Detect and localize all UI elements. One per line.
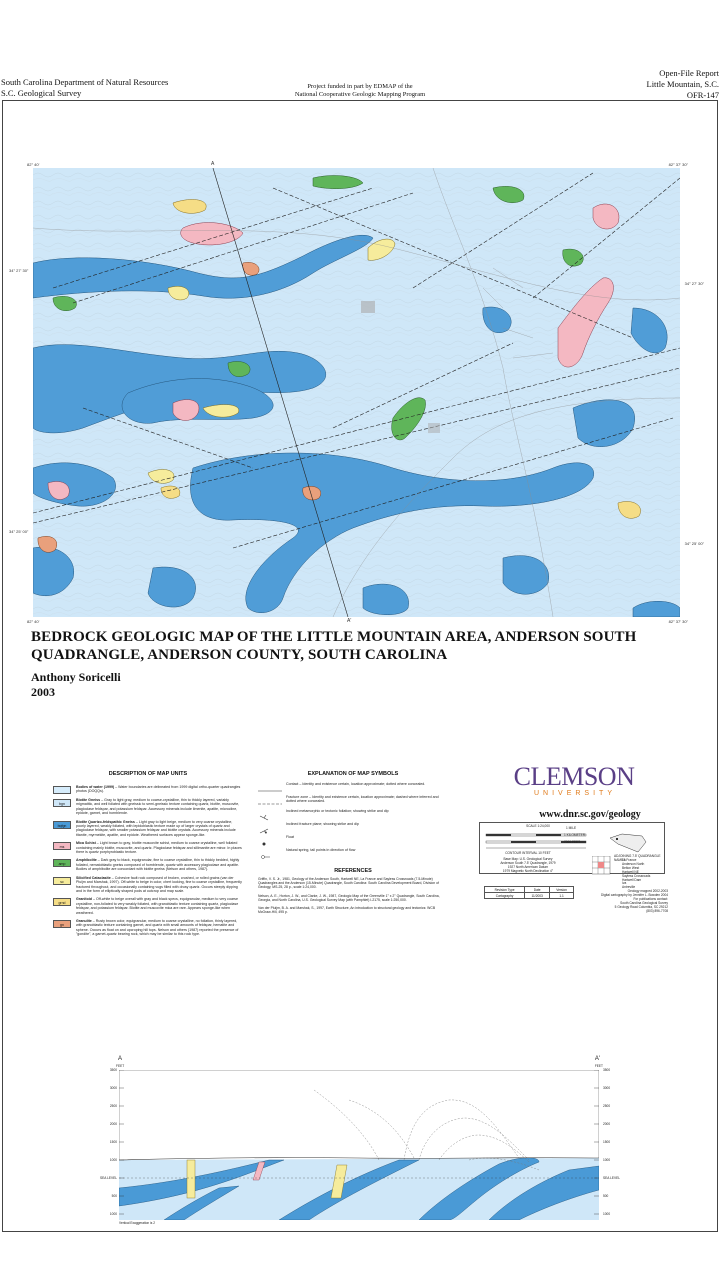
scale-feet: 7000 FEET bbox=[564, 840, 581, 844]
fracture-zone-line-icon bbox=[258, 795, 282, 803]
urban-area bbox=[361, 301, 375, 313]
elevation-label: 2000 bbox=[603, 1122, 611, 1126]
legend-unit-quartzo-feldspathic-gneiss bbox=[53, 820, 243, 838]
fracture-plane-icon bbox=[258, 822, 282, 830]
clemson-logo: CLEMSON bbox=[513, 762, 635, 791]
map-symbols-legend bbox=[258, 782, 448, 861]
legend-swatch bbox=[53, 786, 71, 794]
section-right-label: A' bbox=[594, 1056, 600, 1062]
section-label-a-prime: A' bbox=[347, 618, 352, 624]
legend-unit-granitoid bbox=[53, 897, 243, 915]
report-number: OFR-147 bbox=[686, 90, 719, 100]
elevation-labels-right bbox=[603, 1069, 627, 1223]
symbol-spring bbox=[258, 848, 448, 856]
publication-year: 2003 bbox=[31, 685, 55, 699]
symbol-description: Inclined fracture plane; showing strike and dip bbox=[286, 821, 359, 826]
unit-name: Biotite Quartzo-feldspathic Gneiss bbox=[76, 819, 135, 824]
feet-label-right: FEET bbox=[594, 1064, 603, 1068]
agency-name: South Carolina Department of Natural Resources bbox=[1, 77, 169, 87]
elevation-label: 3000 bbox=[109, 1086, 117, 1090]
contact-line-icon bbox=[258, 782, 282, 790]
adjoining-quads-heading: ADJOINING 7.5' QUADRANGLE NAMES bbox=[614, 854, 661, 862]
symbol-description: Float bbox=[286, 834, 294, 839]
header-center bbox=[260, 83, 460, 99]
unit-name: Granitoid bbox=[76, 897, 92, 902]
urban-area bbox=[428, 423, 440, 433]
unit-description: – Off-white to beige overall with gray and black specs, equigranular, medium to very coarse crystalline, non-foliated to very weakly foliated, with granoblastic texture containing quartz, plagioclase feldspar, and potassium feldspar. Biotite and muscovite mica are rare. Appears sponge-like when weathered. bbox=[76, 897, 239, 915]
scale-title: SCALE 1:24,000 bbox=[526, 824, 550, 828]
table-cell: Cartography bbox=[485, 893, 525, 899]
lat-mid-right: 34° 27' 30" bbox=[684, 281, 704, 286]
symbol-fracture-zone bbox=[258, 795, 448, 804]
quad-name: Iva bbox=[622, 881, 627, 886]
table-header: Date bbox=[525, 887, 550, 893]
reference-item: Van der Pluijm, B. A. and Marshak, S., 1997, Earth Structure, An introduction to structural geology and tectonics: WCB McGraw-Hill, 495 p. bbox=[258, 906, 436, 915]
unit-description: – Dark gray to black, equigranular, fine to coarse crystalline, thin to thickly bedded, highly foliated, nematoblastic gneiss composed of hornblende, quartz with accessory plagioclase and apatite. Bodies of amphibolite are concordant with biotite gneiss (Nelson and others, 1987). bbox=[76, 858, 240, 872]
description-heading: DESCRIPTION OF MAP UNITS bbox=[108, 771, 188, 777]
elevation-label: 1000 bbox=[109, 1158, 117, 1162]
table-cell: 11/2003 bbox=[525, 893, 550, 899]
lat-mid-left: 34° 27' 30" bbox=[9, 268, 29, 273]
legend-swatch: sc bbox=[53, 877, 71, 885]
unit-name: Amphibolite bbox=[76, 858, 97, 863]
cross-section-diagram bbox=[119, 1070, 599, 1220]
corner-ne: 82° 37' 30" bbox=[668, 162, 688, 167]
credit-line: Digital cartography by Jennifer L. Bowden 2004 bbox=[601, 892, 668, 897]
unit-description: – Light gray to light beige, medium to very coarse crystalline, poorly layered, weakly foliated, with lepidoblastic texture made up of larger crystals of quartz and plagioclase feldspar, with smaller potassium feldspar and biotite crystals. Accessory minerals include titanite, myrmekite, apatite, and epidote. Weathered surfaces appear sponge-like. bbox=[76, 819, 236, 837]
quad-name: Sayless Crossroads bbox=[622, 873, 651, 878]
contour-interval: CONTOUR INTERVAL 10 FEET bbox=[505, 851, 551, 855]
elevation-label: 3000 bbox=[603, 1086, 611, 1090]
spring-icon bbox=[258, 848, 282, 856]
explanation-heading: EXPLANATION OF MAP SYMBOLS bbox=[307, 771, 399, 777]
unit-name: Silicified Cataclasite bbox=[76, 875, 111, 880]
funding-line-1: Project funded in part by EDMAP of the bbox=[307, 83, 413, 90]
map-title-line-2: QUADRANGLE, ANDERSON COUNTY, SOUTH CAROLINA bbox=[31, 647, 448, 663]
legend-unit-amphibolite bbox=[53, 858, 243, 871]
elevation-label: 1500 bbox=[109, 1140, 117, 1144]
map-title bbox=[31, 628, 701, 664]
section-left-label: A bbox=[118, 1056, 123, 1062]
legend-swatch: amp bbox=[53, 859, 71, 867]
symbol-foliation bbox=[258, 809, 448, 817]
base-map-line-2: Anderson South 7.5' Quadrangle, 1979 bbox=[500, 861, 556, 865]
base-map-line-3: 1927 North American Datum bbox=[507, 865, 549, 869]
scale-miles: 1 MILE bbox=[566, 826, 577, 830]
elevation-label: 1000 bbox=[109, 1212, 117, 1216]
quadrangle-index-grid bbox=[592, 856, 612, 876]
credit-line: Geology mapped 2002-2003 bbox=[627, 889, 668, 893]
reference-item: Nelson, A. E., Horton, J. W., and Clarke, J. W., 1987, Geologic Map of the Greenville 1° x 2° Quadrangle, South Carolina, Georgia, and North Carolina, U.S. Geological Survey Map (with Pamphlet) I-2175, scale 1:250,000. bbox=[258, 893, 440, 902]
quad-name: Antreville bbox=[622, 885, 636, 890]
symbol-contact bbox=[258, 782, 448, 790]
unit-name: Biotite Gneiss bbox=[76, 798, 101, 802]
references-heading: REFERENCES bbox=[334, 868, 372, 874]
funding-line-2: National Cooperative Geologic Mapping Program bbox=[294, 91, 426, 98]
geologic-map-canvas bbox=[33, 168, 680, 617]
base-map-line-4: 1979 Magnetic North Declination 4° bbox=[502, 869, 554, 873]
legend-unit-silicified-cataclasite bbox=[53, 876, 243, 894]
unit-description: – Light brown to gray, biotite muscovite schist, medium to coarse crystalline, well foliated containing mainly biotite, muscovite, and quartz. Plagioclase feldspar and sillimanite are minor. In places there is quartz porphyroblastic texture. bbox=[76, 841, 242, 855]
survey-name: S.C. Geological Survey bbox=[1, 88, 82, 98]
symbol-description: Fracture zone – Identity and existence certain, location approximate; dashed where inferred and dotted where concealed. bbox=[286, 795, 439, 804]
elevation-label: 2500 bbox=[603, 1104, 611, 1108]
credit-line: For publications contact: bbox=[633, 896, 668, 901]
header-left bbox=[1, 77, 168, 99]
reference-item: Griffin, V. S. Jr., 1981, Geology of the Anderson South, Hartwell NE, La France and Sayless Crossroads (7.5-Minute) Quadrangles and the Anderson (15-Minute) Quadrangle, South Carolina: South Carolina Development Board, Division of Geology, MS-25, 28 p., scale 1:24,000. bbox=[258, 877, 439, 890]
base-map-line-1: Base Map: U.S. Geological Survey bbox=[503, 857, 553, 861]
legend-unit-granulite bbox=[53, 919, 243, 937]
unit-name: Bodies of water (1999) bbox=[76, 785, 115, 789]
legend-unit-mica-schist bbox=[53, 841, 243, 854]
unit-description: – Gray to light gray, medium to coarse-crystalline, thin to thickly layered, variably migmatitic, and well foliated with gneissic to semi-gneissic texture containing quartz, biotite, muscovite, plagioclase feldspar, and potassium feldspar. Accessory minerals include ilmenite, apatite, microcline, epidote, garnet, and hornblende. bbox=[76, 798, 240, 816]
legend-unit-water bbox=[53, 785, 243, 794]
quad-name: La France bbox=[622, 858, 637, 862]
legend-unit-biotite-gneiss bbox=[53, 798, 243, 816]
legend-swatch: gn bbox=[53, 920, 71, 928]
elevation-label: 2500 bbox=[109, 1104, 117, 1108]
credits-block bbox=[592, 890, 668, 913]
credit-line: 5 Geology Road Columbia, SC 29212 bbox=[614, 904, 668, 909]
quad-name: Belton West bbox=[622, 865, 640, 870]
elevation-label: SEA LEVEL bbox=[603, 1176, 621, 1180]
map-title-line-1: BEDROCK GEOLOGIC MAP OF THE LITTLE MOUNTAIN AREA, ANDERSON SOUTH bbox=[31, 629, 637, 645]
elevation-labels-left bbox=[97, 1069, 117, 1223]
symbol-description: Contact – Identity and existence certain, location approximate; dotted where concealed. bbox=[286, 782, 426, 786]
adjoining-quads-list bbox=[622, 859, 668, 890]
table-header: Version bbox=[550, 887, 574, 893]
references-list bbox=[258, 877, 448, 918]
lat-low-left: 34° 25' 00" bbox=[9, 529, 29, 534]
quad-name: Anderson North bbox=[622, 861, 645, 866]
quad-name: Hartwell Dam bbox=[622, 877, 642, 882]
corner-nw: 82° 40' bbox=[27, 162, 40, 167]
elevation-label: 500 bbox=[603, 1194, 609, 1198]
map-units-legend bbox=[53, 785, 243, 941]
report-type: Open-File Report bbox=[659, 68, 719, 78]
report-location: Little Mountain, S.C. bbox=[646, 79, 719, 89]
unit-description: – Rusty brown color, equigranular, medium to coarse crystalline, no foliation, thinly layered, with granoblastic texture containing garnet, and quartz with small amounts of feldspar, hematite and sphene. Occurs as float on and upcroping hill tops. Nelson and others (1987) reported the presence of "gondite", a garnet-quartz bearing rock, which may be similar to this rock type. bbox=[76, 918, 239, 937]
table-cell: 1.1 bbox=[550, 893, 574, 899]
revision-table bbox=[484, 886, 574, 899]
unit-description: – Cohesive fault rock composed of broken, crushed, or rolled grains (van der Pluijm and Marshak, 1997). Off-white to beige in color, chert looking, fine to coarse crystalline, frequently fractured throughout, and occasionally containing vugs filled with drusy quartz. Occurs steeply dipping and in the form of elliptically shaped pods at outcrop and map scale. bbox=[76, 875, 242, 893]
south-carolina-locator-map bbox=[608, 832, 648, 854]
corner-se: 82° 37' 30" bbox=[668, 619, 688, 624]
elevation-label: 1000 bbox=[603, 1212, 611, 1216]
section-label-a: A bbox=[211, 161, 215, 167]
elevation-label: 1000 bbox=[603, 1158, 611, 1162]
elevation-label: 3500 bbox=[603, 1068, 611, 1072]
vertical-exaggeration-note: Vertical Exaggeration is 2 bbox=[119, 1221, 155, 1225]
unit-name: Mica Schist bbox=[76, 841, 96, 846]
header-right bbox=[647, 68, 720, 101]
clemson-logo-subtitle: UNIVERSITY bbox=[533, 790, 616, 797]
website-link[interactable]: www.dnr.sc.gov/geology bbox=[539, 809, 641, 820]
legend-swatch: ms bbox=[53, 842, 71, 850]
cataclasite-sliver bbox=[187, 1160, 195, 1198]
credit-line: South Carolina Geological Survey bbox=[620, 900, 668, 905]
elevation-label: 3500 bbox=[109, 1068, 117, 1072]
cross-section bbox=[99, 1056, 621, 1225]
legend-swatch: bgn bbox=[53, 799, 71, 807]
lat-low-right: 34° 25' 00" bbox=[684, 541, 704, 546]
symbol-float bbox=[258, 835, 448, 843]
elevation-label: 500 bbox=[111, 1194, 117, 1198]
legend-swatch: grnd bbox=[53, 898, 71, 906]
unit-description: – Water boundaries are delineated from 1999 digital ortho-quarter quadrangles photos (DOQQs). bbox=[76, 785, 241, 794]
location-panel bbox=[592, 832, 666, 888]
author-name: Anthony Soricelli bbox=[31, 670, 121, 684]
feet-label-left: FEET bbox=[116, 1064, 125, 1068]
symbol-fracture-plane bbox=[258, 822, 448, 830]
float-icon bbox=[258, 835, 282, 843]
corner-sw: 82° 40' bbox=[27, 619, 40, 624]
legend-swatch: bqfgn bbox=[53, 821, 71, 829]
elevation-label: 1500 bbox=[603, 1140, 611, 1144]
table-header: Revision Type bbox=[485, 887, 525, 893]
elevation-label: 2000 bbox=[109, 1122, 117, 1126]
symbol-description: Inclined metamorphic or tectonic foliation; showing strike and dip bbox=[286, 808, 389, 813]
credit-line: (803) 896-7708 bbox=[646, 908, 668, 913]
symbol-description: Natural spring, tail points in direction of flow bbox=[286, 847, 356, 852]
elevation-label: SEA LEVEL bbox=[99, 1176, 117, 1180]
foliation-icon bbox=[258, 809, 282, 817]
geologic-map[interactable] bbox=[9, 161, 704, 624]
quad-name: Hartwell NE bbox=[622, 869, 639, 874]
scale-km: 1 KILOMETER bbox=[564, 833, 586, 837]
unit-name: Granulite bbox=[76, 918, 92, 923]
